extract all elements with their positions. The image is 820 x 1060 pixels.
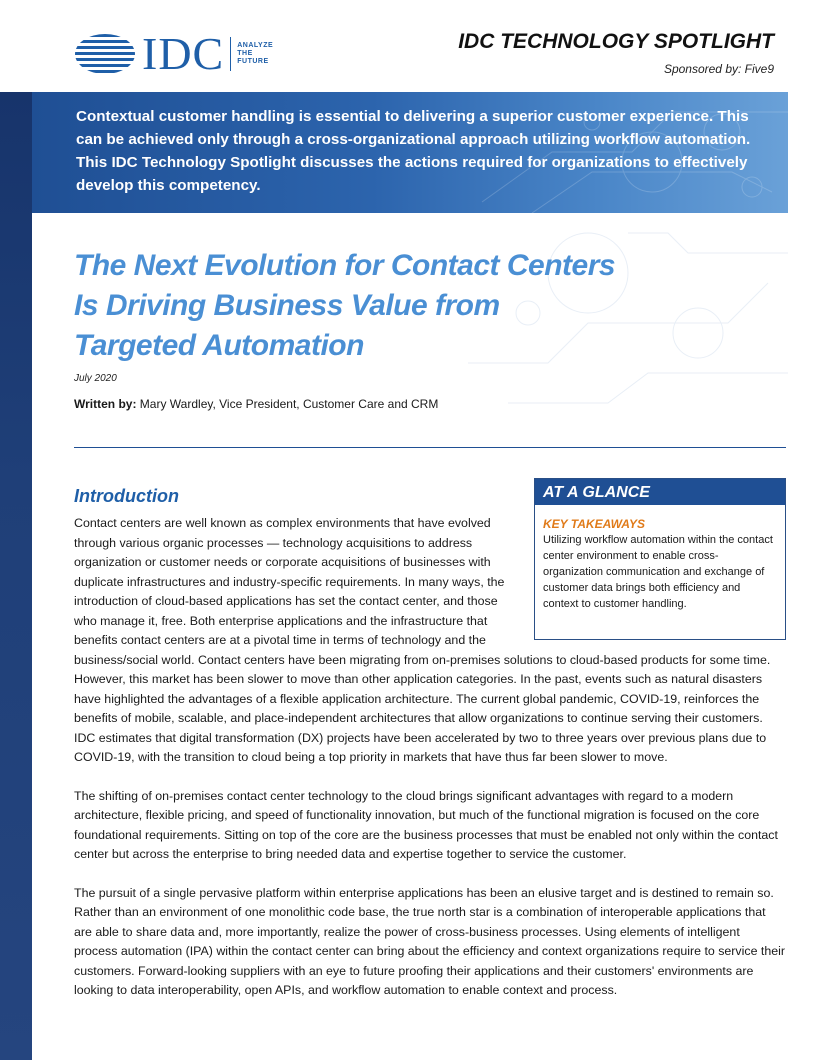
paragraph: The shifting of on-premises contact center technology to the cloud brings significant advantages with regard to a modern architecture, flexible pricing, and speed of functionality innovation, but much of the functional migration is focused on the core foundational requirements. Sitting on top of the core are the business processes that must be enabled not only within the contact center but across the enterprise to bring needed data and expertise together to service the customer. [74, 788, 778, 861]
logo-divider [230, 37, 231, 71]
logo-wordmark: IDC [142, 28, 225, 79]
title-line: Is Driving Business Value from [74, 289, 500, 322]
logo-tagline-line: ANALYZE [237, 42, 274, 49]
byline [74, 397, 438, 411]
left-accent-bar [0, 92, 32, 1060]
key-takeaways-heading: KEY TAKEAWAYS [543, 517, 646, 531]
publication-date: July 2020 [74, 373, 117, 384]
byline-label: Written by: [74, 397, 137, 411]
at-a-glance-body [535, 505, 785, 618]
sponsor-line: Sponsored by: Five9 [663, 62, 774, 76]
spotlight-title: IDC TECHNOLOGY SPOTLIGHT [458, 30, 774, 53]
right-margin [788, 92, 820, 1060]
key-takeaways-text: Utilizing workflow automation within the contact center environment to enable cross-organization communication and exchange of customer data brings both efficiency and context to customer handling. [543, 534, 773, 610]
logo-tagline-line: FUTURE [237, 58, 269, 65]
idc-globe-icon [74, 33, 136, 75]
at-a-glance-heading: AT A GLANCE [535, 479, 785, 505]
idc-logo [74, 28, 274, 79]
logo-tagline [237, 42, 273, 66]
paragraph: The pursuit of a single pervasive platform within enterprise applications has been an elusive target and is destined to remain so. Rather than an environment of one monolithic code base, the true north star is a combination of interoperable applications that are able to share data and, more importantly, realize the power of cross-business processes. Using elements of intelligent process automation (IPA) within the contact center can bring about the efficiency and context organizations require to service their customers. Forward-looking suppliers with an eye to future proofing their applications and their customers' environments are looking to data interoperability, open APIs, and workflow automation to enable context and process. [74, 885, 786, 997]
banner-text: Contextual customer handling is essential to delivering a superior customer experience. This can be achieved only through a cross-organizational approach utilizing workflow automation. This IDC Technology Spotlight discusses the actions required for organizations to effectively develop this competency. [76, 108, 751, 194]
title-line: The Next Evolution for Contact Centers [74, 249, 616, 282]
article-title [74, 246, 734, 366]
section-heading-introduction: Introduction [74, 486, 179, 506]
summary-banner [32, 92, 788, 213]
introduction-body [74, 484, 786, 1020]
title-line: Targeted Automation [74, 329, 364, 362]
paragraph: Contact centers are well known as complex environments that have evolved through various organic processes — technology acquisitions to address organization or customer needs or corporate acquisitions of businesses with duplicate infrastructures and industry-specific requirements. In many ways, the introduction of cloud-based applications has set the contact center, and those who manage it, free. Both enterprise applications and the infrastructure that benefits contact centers are at a pivotal time in terms of technology and the business/social world. Contact centers have been migrating from on-premises solutions to cloud-based products for some time. However, this market has been slower to move than other application categories. In the past, events such as natural disasters have highlighted the advantages of a flexible application architecture. The current global pandemic, COVID-19, reinforces the benefits of mobile, scalable, and place-independent architectures that allow organizations to continue serving their customers. IDC estimates that digital transformation (DX) projects have been accelerated by two to three years over previous plans due to COVID-19, with the transition to cloud being a top priority in markets that have thus far been slower to move. [74, 516, 771, 764]
section-divider [74, 447, 786, 448]
logo-tagline-line: THE [237, 50, 253, 57]
at-a-glance-box [534, 478, 786, 640]
byline-author: Mary Wardley, Vice President, Customer Care and CRM [139, 397, 439, 411]
